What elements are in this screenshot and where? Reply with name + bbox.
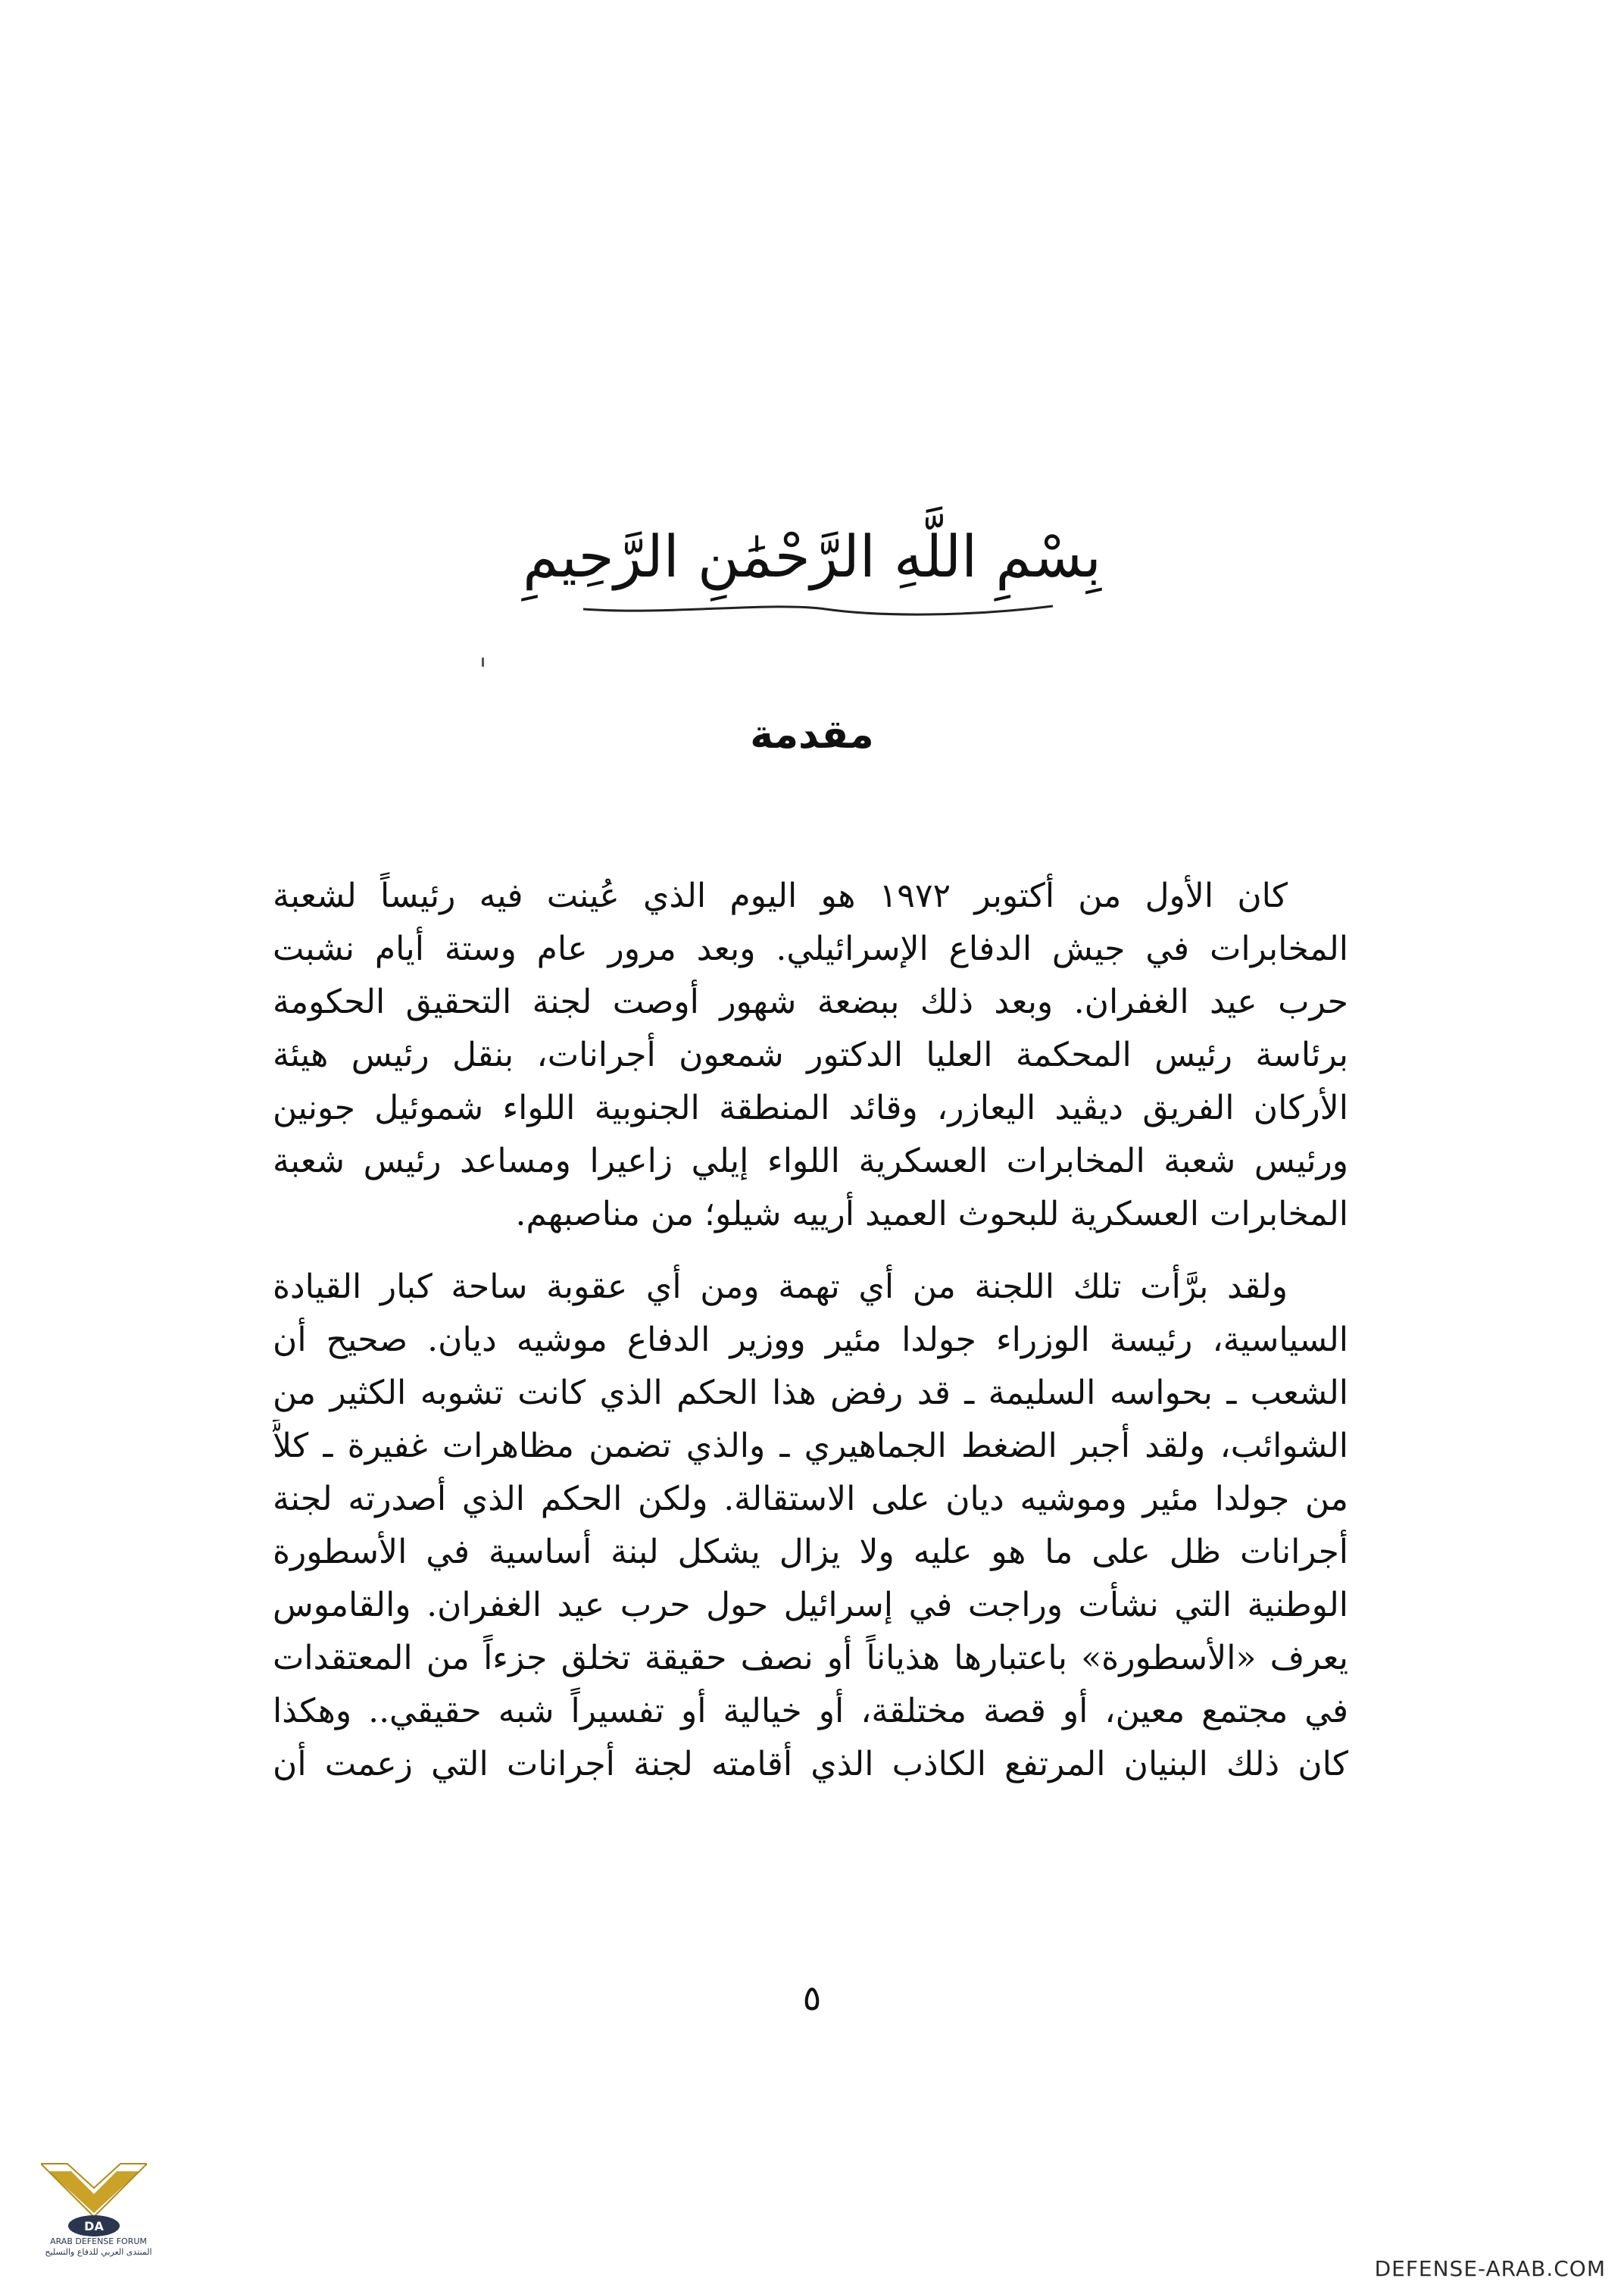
text-line: كان الأول من أكتوبر ١٩٧٢ هو اليوم الذي عُينت فيه رئيساً لشعبة bbox=[273, 877, 1288, 915]
chapter-title: مقدمة bbox=[750, 712, 874, 758]
body-text bbox=[273, 870, 1348, 1791]
text-line: الوطنية التي نشأت وراجت في إسرائيل حول حرب عيد الغفران. والقاموس bbox=[273, 1586, 1348, 1624]
text-line: الأركان الفريق ديڤيد اليعازر، وقائد المنطقة الجنوبية اللواء شموئيل جونين bbox=[273, 1089, 1348, 1127]
print-speck bbox=[482, 658, 484, 667]
text-line: يعرف «الأسطورة» باعتبارها هذياناً أو نصف حقيقة تخلق جزءاً من المعتقدات bbox=[273, 1639, 1348, 1677]
text-line: حرب عيد الغفران. وبعد ذلك ببضعة شهور أوصت لجنة التحقيق الحكومة bbox=[273, 983, 1348, 1021]
paragraph-2 bbox=[273, 1261, 1348, 1791]
basmala-flourish-ornament bbox=[576, 599, 1060, 617]
paragraph-1 bbox=[273, 870, 1348, 1241]
text-line: ولقد برَّأت تلك اللجنة من أي تهمة ومن أي عقوبة ساحة كبار القيادة bbox=[273, 1267, 1288, 1306]
text-line: برئاسة رئيس المحكمة العليا الدكتور شمعون أجرانات، بنقل رئيس هيئة bbox=[273, 1036, 1348, 1074]
text-line: أجرانات ظل على ما هو عليه ولا يزال يشكل لبنة أساسية في الأسطورة bbox=[273, 1533, 1348, 1571]
site-watermark: DEFENSE-ARAB.COM bbox=[1374, 2256, 1606, 2281]
text-line: الشعب ـ بحواسه السليمة ـ قد رفض هذا الحكم الذي كانت تشوبه الكثير من bbox=[273, 1374, 1348, 1412]
text-line: المخابرات العسكرية للبحوث العميد أرييه شيلو؛ من مناصبهم. bbox=[515, 1195, 1348, 1233]
logo-caption bbox=[23, 2236, 174, 2258]
paragraph-spacer bbox=[273, 1241, 1348, 1261]
logo-caption-arabic: المنتدى العربي للدفاع والتسليح bbox=[45, 2247, 152, 2257]
text-line: كان ذلك البنيان المرتفع الكاذب الذي أقامته لجنة أجرانات التي زعمت أن bbox=[273, 1745, 1348, 1783]
basmala-calligraphy: بِسْمِ اللَّهِ الرَّحْمَٰنِ الرَّحِيمِ bbox=[523, 523, 1101, 590]
text-line: المخابرات في جيش الدفاع الإسرائيلي. وبعد مرور عام وستة أيام نشبت bbox=[273, 930, 1348, 968]
logo-initials: DA bbox=[84, 2219, 104, 2233]
text-line: الشوائب، ولقد أجبر الضغط الجماهيري ـ والذي تضمن مظاهرات غفيرة ـ كلاًّ bbox=[273, 1427, 1348, 1465]
text-line: السياسية، رئيسة الوزراء جولدا مئير ووزير الدفاع موشيه ديان. صحيح أن bbox=[273, 1321, 1348, 1359]
text-line: من جولدا مئير وموشيه ديان على الاستقالة. ولكن الحكم الذي أصدرته لجنة bbox=[273, 1480, 1348, 1518]
text-line: في مجتمع معين، أو قصة مختلقة، أو خيالية أو تفسيراً شبه حقيقي.. وهكذا bbox=[273, 1692, 1348, 1730]
text-line: ورئيس شعبة المخابرات العسكرية اللواء إيلي زاعيرا ومساعد رئيس شعبة bbox=[273, 1142, 1348, 1180]
logo-caption-english: ARAB DEFENSE FORUM bbox=[50, 2236, 147, 2246]
page-number: ٥ bbox=[802, 1977, 822, 2018]
